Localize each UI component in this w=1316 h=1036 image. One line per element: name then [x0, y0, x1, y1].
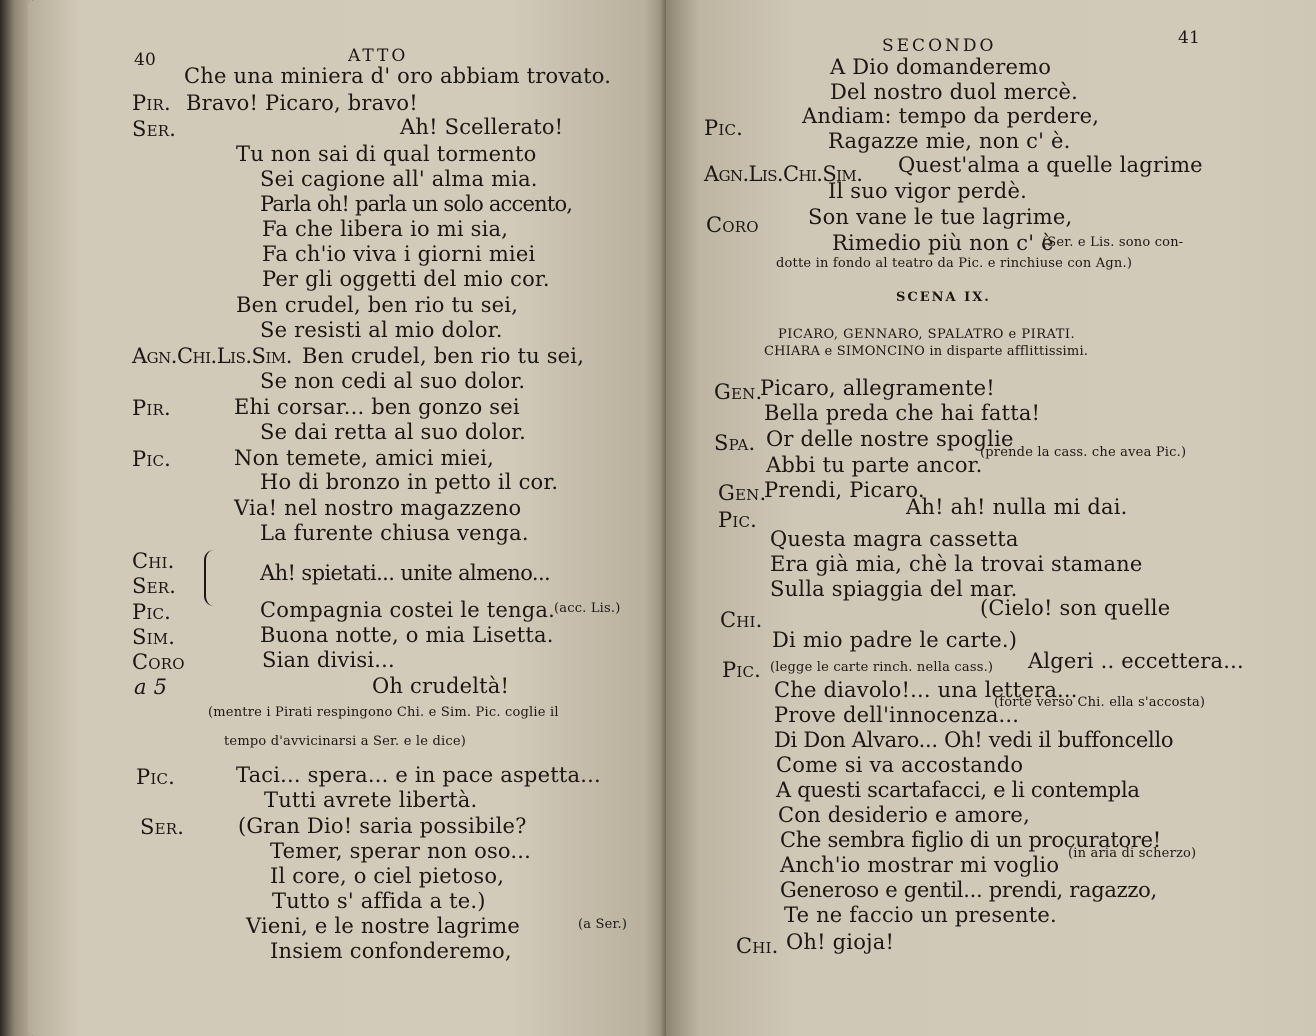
verse-line: Generoso e gentil... prendi, ragazzo, — [780, 878, 1157, 902]
verse-line: Oh crudeltà! — [372, 674, 510, 698]
verse-line: Il core, o ciel pietoso, — [270, 864, 505, 888]
verse-line: Questa magra cassetta — [770, 527, 1019, 551]
stage-direction: (prende la cass. che avea Pic.) — [980, 445, 1187, 460]
brace-bracket — [204, 550, 216, 606]
verse-line: Buona notte, o mia Lisetta. — [260, 623, 554, 647]
verse-line: Parla oh! parla un solo accento, — [260, 192, 573, 216]
verse-line: Prendi, Picaro. — [764, 478, 925, 502]
verse-line: Se non cedi al suo dolor. — [260, 369, 526, 393]
stage-direction: (a Ser.) — [578, 917, 628, 932]
speaker-name: Chi. — [132, 549, 175, 573]
speaker-name: Spa. — [714, 431, 756, 455]
speaker-name: Chi. — [720, 608, 763, 632]
verse-line: (Cielo! son quelle — [980, 596, 1171, 620]
verse-line: Ho di bronzo in petto il cor. — [260, 470, 559, 494]
verse-line: A Dio domanderemo — [830, 55, 1052, 79]
verse-line: Tutti avrete libertà. — [264, 788, 478, 812]
running-head: ATTO — [348, 46, 409, 66]
verse-line: Abbi tu parte ancor. — [766, 453, 983, 477]
speaker-name: Coro — [132, 650, 185, 674]
verse-line: Rimedio più non c' è — [832, 231, 1054, 255]
verse-line: Il suo vigor perdè. — [828, 179, 1027, 203]
stage-direction: (legge le carte rinch. nella cass.) — [770, 660, 994, 675]
speaker-name: Pir. — [132, 396, 171, 420]
verse-line: Ah! Scellerato! — [400, 115, 564, 139]
verse-line: Via! nel nostro magazzeno — [234, 496, 522, 520]
right-page — [666, 0, 1316, 1036]
verse-line: Ehi corsar... ben gonzo sei — [234, 395, 520, 419]
verse-line: Compagnia costei le tenga. — [260, 598, 555, 622]
speaker-name: Gen. — [718, 481, 767, 505]
speaker-name: a 5 — [134, 675, 168, 699]
verse-line: Bella preda che hai fatta! — [764, 401, 1041, 425]
verse-line: Sian divisi... — [262, 648, 395, 672]
stage-direction: (in aria di scherzo) — [1068, 846, 1197, 861]
verse-line: Quest'alma a quelle lagrime — [898, 153, 1203, 177]
verse-line: Andiam: tempo da perdere, — [802, 104, 1100, 128]
speaker-name: Ser. — [132, 574, 177, 598]
stage-direction: (mentre i Pirati respingono Chi. e Sim. Pic. coglie il — [208, 705, 559, 720]
speaker-name: Pic. — [718, 508, 758, 532]
verse-line: La furente chiusa venga. — [260, 521, 529, 545]
verse-line: Algeri .. eccettera... — [1028, 649, 1244, 673]
verse-line: Tutto s' affida a te.) — [272, 889, 486, 913]
verse-line: Insiem confonderemo, — [270, 939, 512, 963]
verse-line: Tu non sai di qual tormento — [236, 142, 537, 166]
speaker-name: Agn.Chi.Lis.Sim. — [132, 344, 292, 368]
verse-line: Fa che libera io mi sia, — [262, 217, 509, 241]
verse-line: Se resisti al mio dolor. — [260, 318, 503, 342]
verse-line: Te ne faccio un presente. — [784, 903, 1057, 927]
verse-line: Son vane le tue lagrime, — [808, 205, 1073, 229]
verse-line: Con desiderio e amore, — [778, 803, 1030, 827]
verse-line: (Gran Dio! saria possibile? — [238, 814, 527, 838]
verse-line: Picaro, allegramente! — [760, 376, 995, 400]
verse-line: Ben crudel, ben rio tu sei, — [302, 344, 585, 368]
speaker-name: Gen. — [714, 380, 763, 404]
verse-line: Temer, sperar non oso... — [270, 839, 532, 863]
stage-direction: (acc. Lis.) — [554, 601, 621, 616]
stage-direction: dotte in fondo al teatro da Pic. e rinchiuse con Agn.) — [776, 256, 1133, 271]
verse-line: Ragazze mie, non c' è. — [828, 129, 1071, 153]
page-number: 41 — [1178, 28, 1201, 48]
speaker-name: Pic. — [722, 658, 762, 682]
speaker-name: Pic. — [132, 447, 172, 471]
speaker-name: Coro — [706, 213, 759, 237]
verse-line: Oh! gioja! — [786, 930, 895, 954]
stage-direction: (Ser. e Lis. sono con- — [1042, 235, 1184, 250]
speaker-name: Chi. — [736, 934, 779, 958]
verse-line: Che diavolo!... una lettera... — [774, 678, 1078, 702]
verse-line: Sei cagione all' alma mia. — [260, 167, 538, 191]
verse-line: Ben crudel, ben rio tu sei, — [236, 293, 519, 317]
stage-direction: (forte verso Chi. ella s'accosta) — [994, 695, 1206, 710]
verse-line: Del nostro duol mercè. — [830, 80, 1079, 104]
verse-line: Ah! ah! nulla mi dai. — [906, 495, 1128, 519]
verse-line: Che una miniera d' oro abbiam trovato. — [184, 64, 612, 88]
cast-list: CHIARA e SIMONCINO in disparte afflittissimi. — [764, 344, 1089, 359]
speaker-name: Pic. — [704, 116, 744, 140]
verse-line: Anch'io mostrar mi voglio — [780, 853, 1060, 877]
verse-line: Per gli oggetti del mio cor. — [262, 267, 550, 291]
verse-line: Di Don Alvaro... Oh! vedi il buffoncello — [774, 728, 1174, 752]
verse-line: Bravo! Picaro, bravo! — [186, 91, 418, 115]
verse-line: Fa ch'io viva i giorni miei — [262, 242, 536, 266]
verse-line: Di mio padre le carte.) — [772, 628, 1018, 652]
speaker-name: Pic. — [136, 765, 176, 789]
verse-line: Ah! spietati... unite almeno... — [260, 561, 551, 585]
verse-line: Vieni, e le nostre lagrime — [246, 914, 520, 938]
verse-line: Era già mia, chè la trovai stamane — [770, 552, 1143, 576]
stage-direction: tempo d'avvicinarsi a Ser. e le dice) — [224, 734, 467, 749]
verse-line: Come si va accostando — [776, 753, 1024, 777]
verse-line: Or delle nostre spoglie — [766, 427, 1014, 451]
running-head: SECONDO — [882, 36, 997, 56]
page-number: 40 — [134, 50, 157, 70]
verse-line: A questi scartafacci, e li contempla — [776, 778, 1140, 802]
verse-line: Non temete, amici miei, — [234, 446, 494, 470]
left-page — [28, 0, 670, 1036]
speaker-name: Pic. — [132, 600, 172, 624]
cast-list: PICARO, GENNARO, SPALATRO e PIRATI. — [778, 327, 1076, 342]
verse-line: Prove dell'innocenza... — [774, 703, 1020, 727]
speaker-name: Ser. — [132, 117, 177, 141]
verse-line: Che sembra figlio di un procuratore! — [780, 828, 1161, 852]
verse-line: Taci... spera... e in pace aspetta... — [236, 763, 601, 787]
verse-line: Se dai retta al suo dolor. — [260, 420, 526, 444]
speaker-name: Agn.Lis.Chi.Sim. — [704, 162, 863, 186]
scene-title: SCENA IX. — [896, 290, 991, 305]
speaker-name: Ser. — [140, 815, 185, 839]
speaker-name: Pir. — [132, 91, 171, 115]
verse-line: Sulla spiaggia del mar. — [770, 577, 1018, 601]
speaker-name: Sim. — [132, 625, 176, 649]
